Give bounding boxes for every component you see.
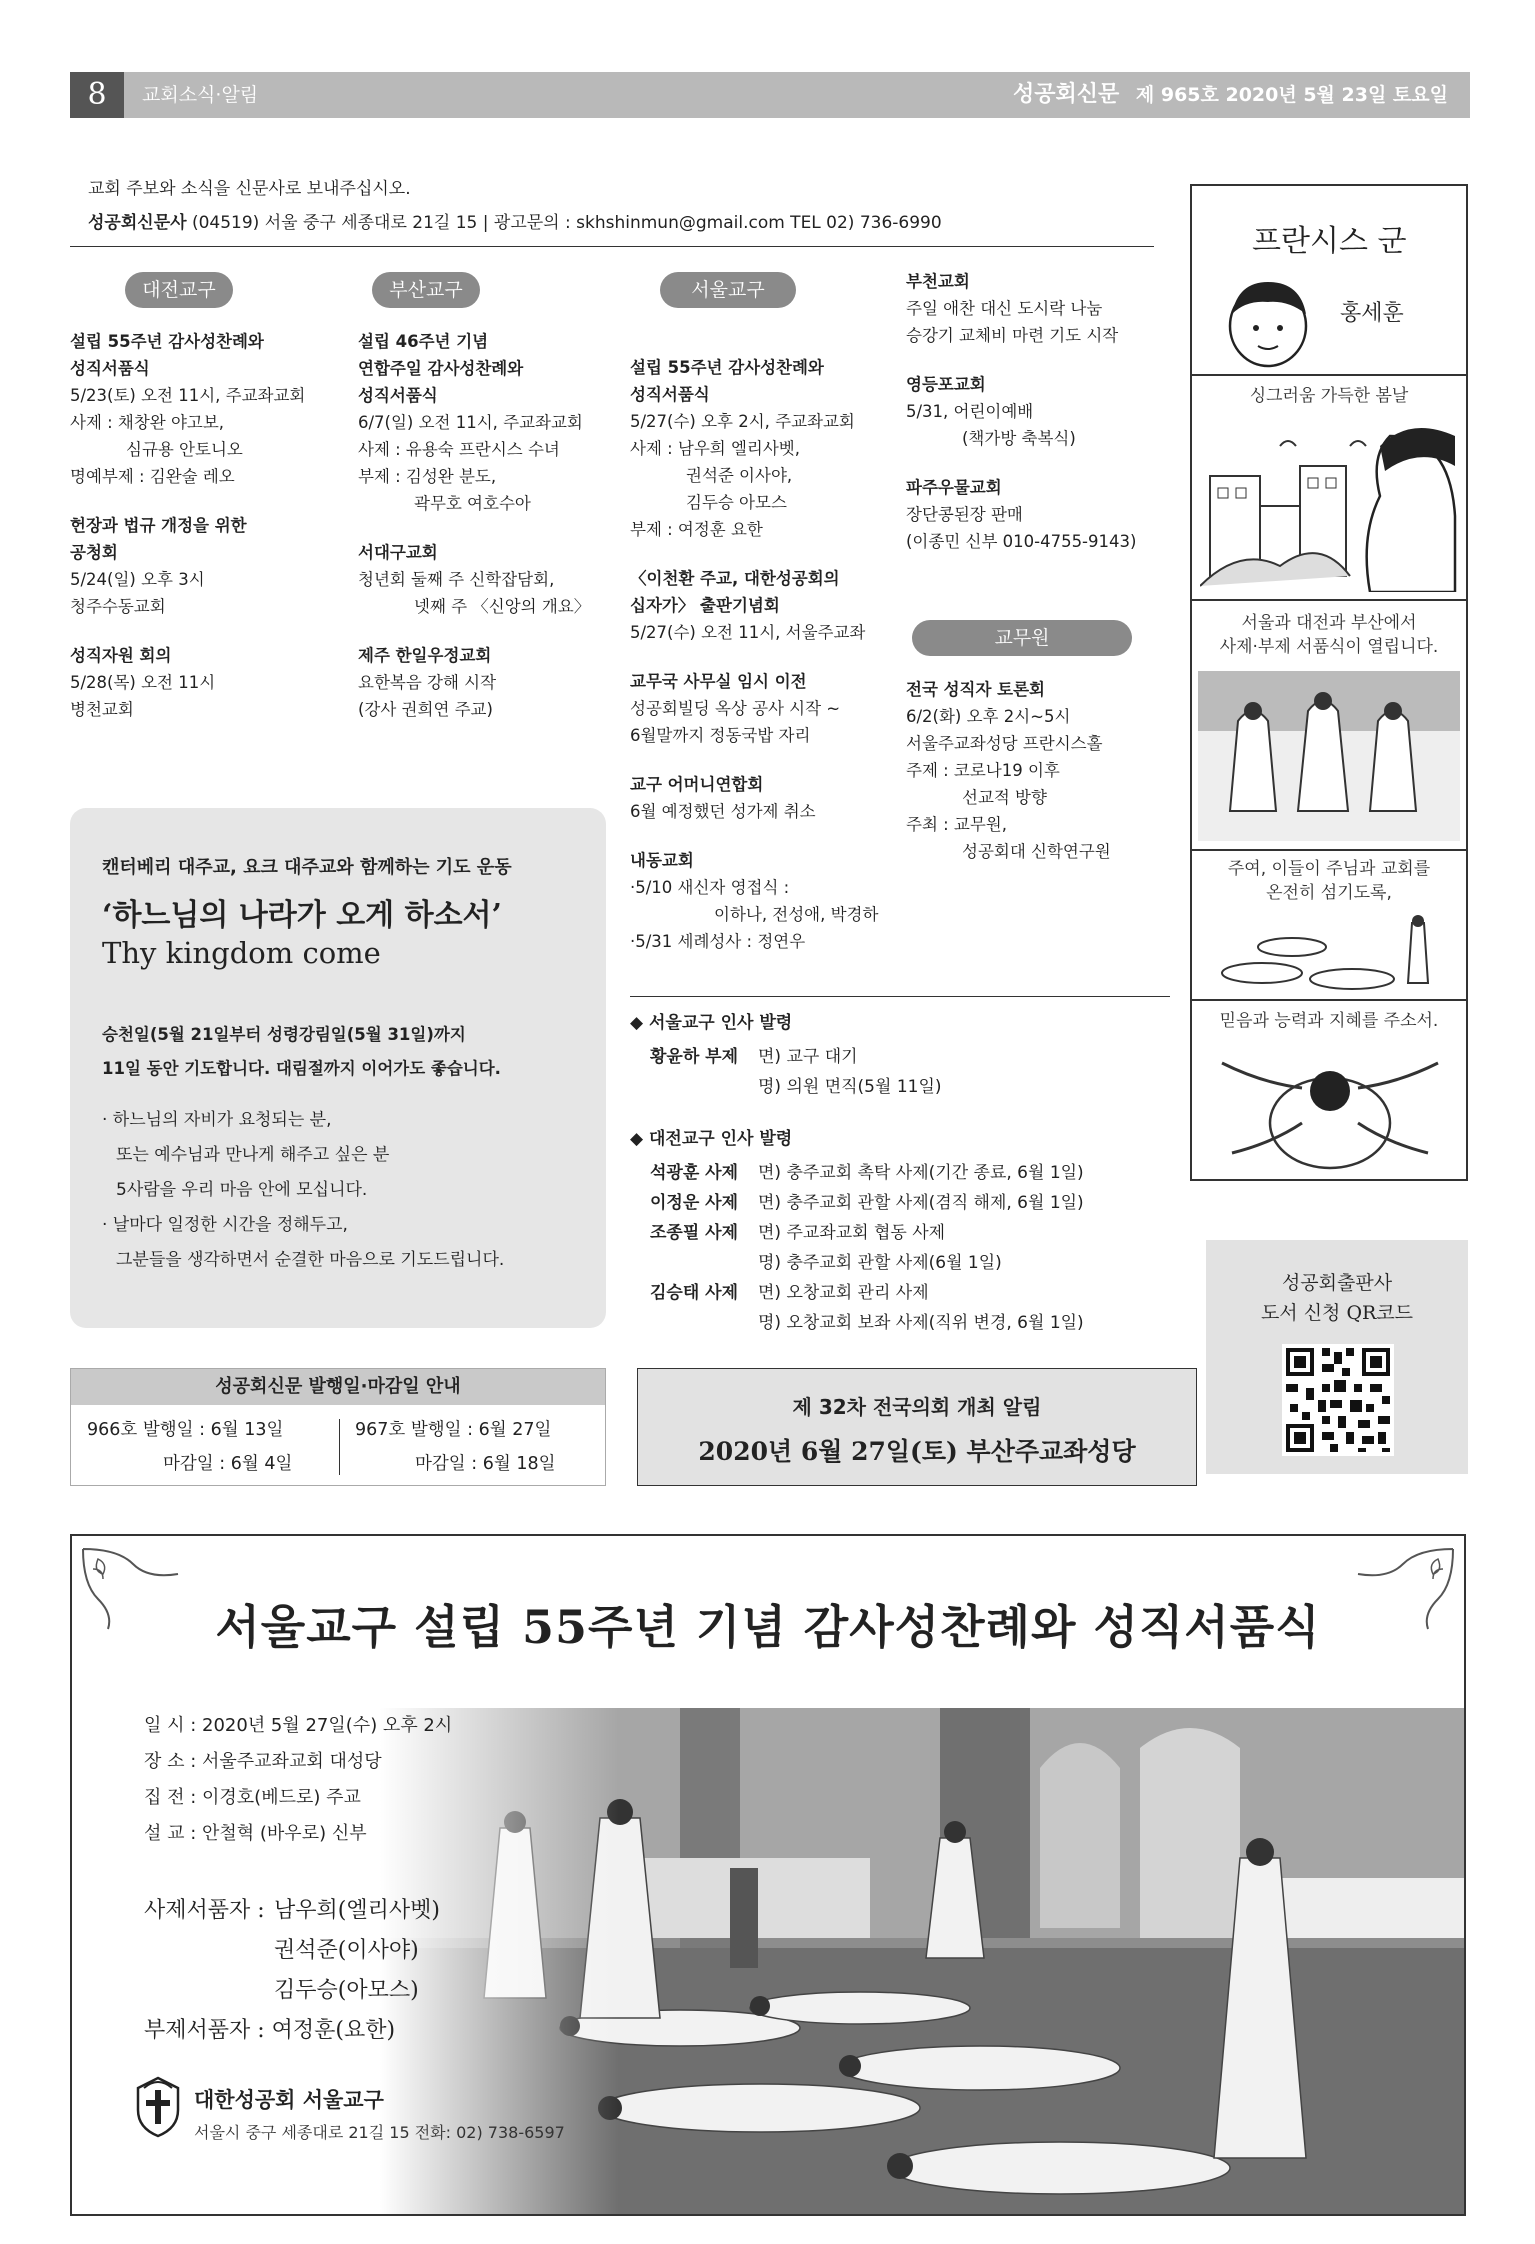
news-line: 명예부제 : 김완술 레오 [70, 467, 235, 486]
news-line: 사제 : 채창완 야고보, [70, 413, 225, 432]
news-line: 곽무호 여호수아 [414, 494, 531, 513]
news-line: 승강기 교체비 마련 기도 시작 [906, 326, 1119, 345]
qr-caption-line: 도서 신청 QR코드 [1260, 1302, 1414, 1324]
issue-schedule [70, 1368, 606, 1486]
qr-caption-line: 성공회출판사 [1281, 1272, 1393, 1294]
priest-name: 남우희(엘리사벳) [274, 1898, 440, 1923]
assembly-date: 2020년 6월 27일(토) 부산주교좌성당 [698, 1437, 1136, 1466]
news-title: 설립 55주년 감사성찬례와 [630, 358, 824, 377]
cartoon-panel-title [1192, 186, 1466, 376]
diocese-seal-icon [134, 2076, 182, 2138]
news-title: 연합주일 감사성찬례와 [358, 359, 524, 378]
news-title: 성직서품식 [358, 386, 438, 405]
personnel-entry [630, 1188, 1170, 1218]
news-line: 주일 애찬 대신 도시락 나눔 [906, 299, 1103, 318]
issue-deadline-line: 마감일 : 6월 18일 [415, 1454, 556, 1474]
news-item [358, 539, 628, 620]
event-details [144, 1708, 452, 1852]
qr-code-icon[interactable] [1282, 1344, 1394, 1456]
submission-notice [88, 172, 942, 240]
deacon-line: 부제서품자 : 여정훈(요한) [144, 2018, 396, 2043]
news-title: 부천교회 [906, 272, 970, 291]
news-line: 6/2(화) 오후 2시~5시 [906, 707, 1071, 726]
news-line: 주최 : 교무원, [906, 815, 1007, 834]
order-line: 면) 오창교회 관리 사제 [758, 1283, 929, 1303]
news-line: 청주수동교회 [70, 597, 166, 616]
paper-name: 성공회신문 [1013, 82, 1120, 107]
issue-date-line: 966호 발행일 : 6월 13일 [87, 1420, 284, 1440]
news-title: 내동교회 [630, 851, 694, 870]
news-line: 부제 : 여정훈 요한 [630, 520, 763, 539]
cartoon-caption: 서울과 대전과 부산에서 [1241, 613, 1417, 633]
prayer-guide-line: 5사람을 우리 마음 안에 모십니다. [116, 1180, 368, 1200]
assembly-notice [637, 1368, 1197, 1486]
prayer-title: ‘하느님의 나라가 오게 하소서’ [102, 898, 502, 933]
news-title: 파주우물교회 [906, 478, 1002, 497]
prayer-campaign-box [70, 808, 606, 1328]
news-title: 공청회 [70, 543, 118, 562]
order-line: 면) 충주교회 촉탁 사제(기간 종료, 6월 1일) [758, 1163, 1084, 1183]
issue-date-line: 967호 발행일 : 6월 27일 [355, 1420, 552, 1440]
news-title: 성직서품식 [70, 359, 150, 378]
news-line: 5/27(수) 오전 11시, 서울주교좌 [630, 623, 866, 642]
laying-on-hands-icon [1202, 1043, 1458, 1173]
news-item [630, 847, 900, 955]
event-date: 일 시 : 2020년 5월 27일(수) 오후 2시 [144, 1715, 453, 1736]
cartoon-caption: 주여, 이들이 주님과 교회를 [1227, 859, 1431, 879]
assembly-title: 제 32차 전국의회 개최 알림 [792, 1395, 1042, 1419]
event-place: 장 소 : 서울주교좌교회 대성당 [144, 1751, 382, 1772]
cartoon-panel-prostration [1192, 851, 1466, 1001]
column-busan [358, 328, 628, 745]
cartoon-panel-blessing [1192, 1001, 1466, 1181]
news-line: (책가방 축복식) [962, 429, 1076, 448]
news-line: 6월말까지 정동국밥 자리 [630, 726, 811, 745]
news-line: 청년회 둘째 주 신학잡담회, [358, 570, 555, 589]
news-line: 요한복음 강해 시작 [358, 673, 497, 692]
city-spring-icon [1200, 416, 1460, 592]
news-line: 5/31, 어린이예배 [906, 402, 1034, 421]
priest-name: 김두승(아모스) [274, 1978, 419, 2003]
news-line: 넷째 주 〈신앙의 개요〉 [414, 597, 591, 616]
news-item [906, 676, 1176, 865]
news-line: 선교적 방향 [962, 788, 1047, 807]
news-line: 5/23(토) 오전 11시, 주교좌교회 [70, 386, 306, 405]
news-line: 서울주교좌성당 프란시스홀 [906, 734, 1103, 753]
cartoon-caption: 온전히 섬기도록, [1266, 883, 1392, 903]
column-bucheon [906, 268, 1176, 577]
news-item [70, 328, 340, 490]
cartoon-caption: 믿음과 능력과 지혜를 주소서. [1219, 1011, 1439, 1031]
news-title: 성직서품식 [630, 385, 710, 404]
personnel-entry [630, 1278, 1170, 1338]
issue-deadline-line: 마감일 : 6월 4일 [163, 1454, 293, 1474]
priest-label: 사제서품자 : [144, 1898, 265, 1923]
news-line: ·5/10 새신자 영접식 : [630, 878, 790, 897]
news-title: 서대구교회 [358, 543, 438, 562]
news-title: 전국 성직자 토론회 [906, 680, 1046, 699]
issue-966 [87, 1413, 292, 1481]
divider [339, 1419, 340, 1475]
prayer-title-en: Thy kingdom come [102, 936, 381, 970]
diocese-name: 대한성공회 서울교구 [194, 2088, 384, 2112]
order-line: 면) 교구 대기 [758, 1047, 858, 1067]
cartoon-title: 프란시스 군 [1252, 224, 1407, 259]
ordinand-list [144, 1891, 440, 2051]
notice-line: 교회 주보와 소식을 신문사로 보내주십시오. [88, 179, 411, 199]
personnel-orders [630, 1008, 1170, 1338]
order-line: 명) 충주교회 관할 사제(6월 1일) [758, 1253, 1002, 1273]
news-line: 5/27(수) 오후 2시, 주교좌교회 [630, 412, 855, 431]
news-item [906, 371, 1176, 452]
news-line: 5/24(일) 오후 3시 [70, 570, 205, 589]
column-daejeon [70, 328, 340, 745]
priest-row [144, 1891, 440, 1931]
news-title: 제주 한일우정교회 [358, 646, 492, 665]
prayer-period-line: 승천일(5월 21일부터 성령강림일(5월 31일)까지 [102, 1025, 466, 1044]
priest-name: 권석준(이사야) [274, 1938, 419, 1963]
news-title: 성직자원 회의 [70, 646, 172, 665]
prayer-guide-line: · 날마다 일정한 시간을 정해두고, [102, 1215, 348, 1235]
ordination-scene-icon [1198, 671, 1460, 841]
publisher-address: (04519) 서울 중구 세종대로 21길 15 | 광고문의 : skhshinmun@gmail.com TEL 02) 736-6990 [191, 213, 942, 233]
news-item [630, 668, 900, 749]
news-line: 사제 : 유용숙 프란시스 수녀 [358, 440, 560, 459]
label-busan: 부산교구 [372, 272, 480, 308]
cartoon-caption: 싱그러움 가득한 봄날 [1249, 386, 1409, 406]
prayer-guide [102, 1103, 504, 1278]
news-line: 장단콩된장 판매 [906, 505, 1023, 524]
news-title: 설립 46주년 기념 [358, 332, 489, 351]
page-number: 8 [70, 72, 124, 118]
news-title: 십자가〉 출판기념회 [630, 596, 780, 615]
cartoon-panel-ordination [1192, 601, 1466, 851]
news-line: 성공회대 신학연구원 [962, 842, 1111, 861]
qr-caption [1206, 1268, 1468, 1328]
news-line: 김두승 아모스 [686, 493, 787, 512]
news-line: 5/28(목) 오전 11시 [70, 673, 216, 692]
person-name: 석광훈 사제 [650, 1163, 739, 1183]
news-line: (이종민 신부 010-4755-9143) [906, 532, 1137, 551]
news-item [630, 354, 900, 543]
issue-date: 제 965호 2020년 5월 23일 토요일 [1135, 84, 1448, 106]
diocese-contact: 서울시 중구 세종대로 21길 15 전화: 02) 738-6597 [194, 2123, 565, 2142]
news-line: 권석준 이사야, [686, 466, 793, 485]
prayer-guide-line: · 하느님의 자비가 요청되는 분, [102, 1110, 332, 1130]
personnel-heading: ◆ 서울교구 인사 발령 [630, 1013, 793, 1033]
announcement-title: 서울교구 설립 55주년 기념 감사성찬례와 성직서품식 [215, 1600, 1321, 1654]
news-item [358, 328, 628, 517]
issue-info [1013, 72, 1448, 118]
news-line: 부제 : 김성완 분도, [358, 467, 497, 486]
column-seoul [630, 354, 900, 977]
prayer-guide-line: 또는 예수님과 만나게 해주고 싶은 분 [116, 1145, 390, 1165]
event-preacher: 설 교 : 안철혁 (바우로) 신부 [144, 1823, 367, 1844]
order-line: 명) 의원 면직(5월 11일) [758, 1077, 942, 1097]
news-item [70, 512, 340, 620]
prostration-scene-icon [1202, 913, 1458, 997]
news-line: 이하나, 전성애, 박경하 [714, 905, 879, 924]
news-item [906, 474, 1176, 555]
page-header [70, 72, 1470, 118]
ordination-announcement [70, 1534, 1466, 2216]
person-name: 김승태 사제 [650, 1283, 739, 1303]
news-title: 교구 어머니연합회 [630, 775, 764, 794]
prayer-guide-line: 그분들을 생각하면서 순결한 마음으로 기도드립니다. [116, 1250, 505, 1270]
order-line: 면) 주교좌교회 협동 사제 [758, 1223, 946, 1243]
news-line: 병천교회 [70, 700, 134, 719]
news-line: ·5/31 세례성사 : 정연우 [630, 932, 806, 951]
news-item [70, 642, 340, 723]
personnel-heading: ◆ 대전교구 인사 발령 [630, 1129, 793, 1149]
news-line: 성공회빌딩 옥상 공사 시작 ~ [630, 699, 841, 718]
divider [630, 996, 1170, 997]
cartoon-panel-spring [1192, 376, 1466, 601]
cartoon-strip [1190, 184, 1468, 1181]
news-item [630, 771, 900, 825]
personnel-entry [630, 1218, 1170, 1278]
column-gyomuwon [906, 676, 1176, 887]
news-line: 6월 예정했던 성가제 취소 [630, 802, 816, 821]
publisher-name: 성공회신문사 [88, 213, 187, 233]
personnel-entry [630, 1158, 1170, 1188]
issue-schedule-title: 성공회신문 발행일·마감일 안내 [71, 1369, 605, 1405]
news-line: 주제 : 코로나19 이후 [906, 761, 1060, 780]
person-name: 황윤하 부제 [650, 1047, 739, 1067]
news-line: 6/7(일) 오전 11시, 주교좌교회 [358, 413, 583, 432]
cartoon-author: 홍세훈 [1340, 301, 1404, 326]
news-line: (강사 권희연 주교) [358, 700, 493, 719]
prayer-period-line: 11일 동안 기도합니다. 대림절까지 이어가도 좋습니다. [102, 1059, 501, 1078]
personnel-entry [630, 1042, 1170, 1102]
person-name: 이정운 사제 [650, 1193, 739, 1213]
news-title: 영등포교회 [906, 375, 986, 394]
news-item [630, 565, 900, 646]
news-line: 사제 : 남우희 엘리사벳, [630, 439, 800, 458]
news-title: 교무국 사무실 임시 이전 [630, 672, 807, 691]
qr-code-box [1206, 1240, 1468, 1474]
prayer-subtitle: 캔터베리 대주교, 요크 대주교와 함께하는 기도 운동 [102, 857, 512, 878]
person-name: 조종필 사제 [650, 1223, 739, 1243]
section-title: 교회소식·알림 [142, 84, 259, 106]
label-seoul: 서울교구 [660, 272, 796, 308]
news-item [906, 268, 1176, 349]
issue-967 [355, 1413, 556, 1481]
label-gyomuwon: 교무원 [912, 620, 1132, 656]
francis-face-icon [1218, 270, 1318, 370]
order-line: 명) 오창교회 보좌 사제(직위 변경, 6월 1일) [758, 1313, 1084, 1333]
order-line: 면) 충주교회 관할 사제(겸직 해제, 6월 1일) [758, 1193, 1084, 1213]
news-title: 〈이천환 주교, 대한성공회의 [630, 569, 840, 588]
prayer-period [102, 1018, 501, 1086]
divider [70, 246, 1154, 247]
news-item [358, 642, 628, 723]
news-line: 심규용 안토니오 [126, 440, 243, 459]
cartoon-caption: 사제·부제 서품식이 열립니다. [1219, 637, 1439, 657]
label-daejeon: 대전교구 [125, 272, 233, 308]
event-celebrant: 집 전 : 이경호(베드로) 주교 [144, 1787, 361, 1808]
news-title: 설립 55주년 감사성찬례와 [70, 332, 264, 351]
news-title: 헌장과 법규 개정을 위한 [70, 516, 247, 535]
publisher-contact [88, 206, 942, 240]
